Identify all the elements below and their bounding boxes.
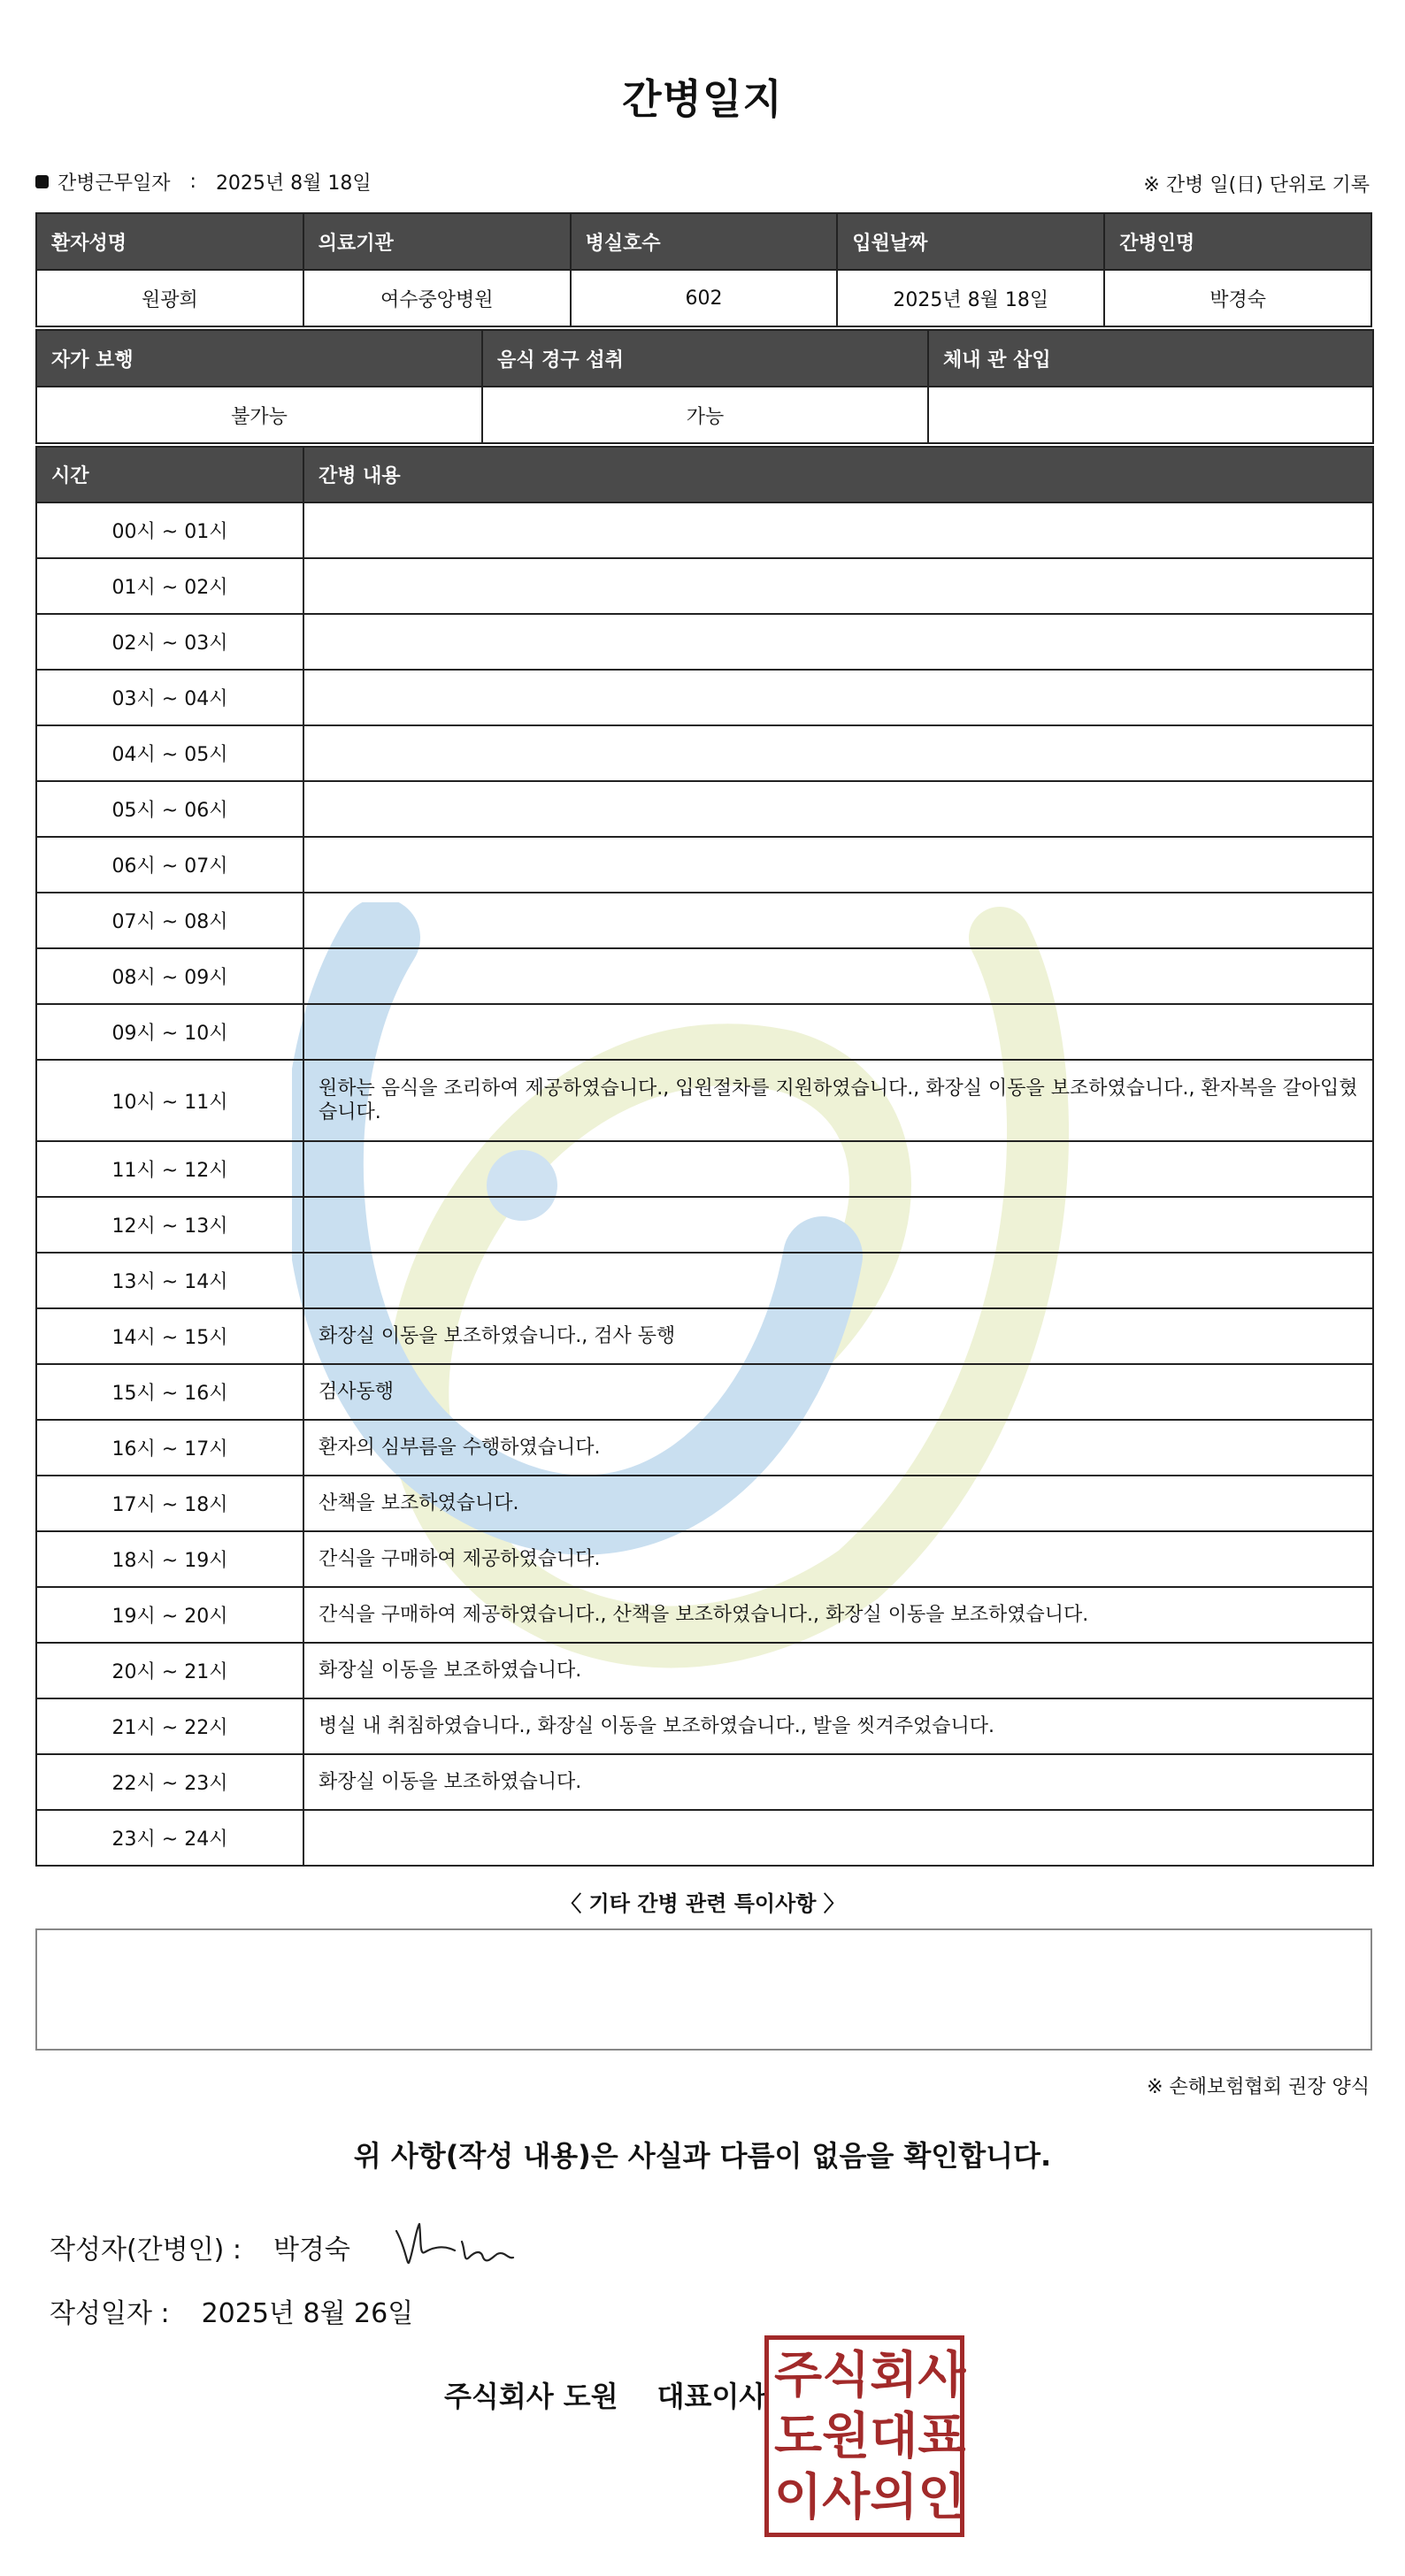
log-row: [36, 893, 1373, 948]
log-time: 02시 ~ 03시: [36, 614, 303, 670]
written-date-label: 작성일자 :: [50, 2298, 170, 2329]
writer-line: [50, 2227, 350, 2266]
log-row: [36, 1698, 1373, 1754]
log-time: 22시 ~ 23시: [36, 1754, 303, 1810]
header-patient-name: 환자성명: [36, 213, 303, 270]
log-time: 13시 ~ 14시: [36, 1253, 303, 1308]
log-note: 화장실 이동을 보조하였습니다.: [303, 1643, 1373, 1698]
log-time: 08시 ~ 09시: [36, 948, 303, 1004]
log-note: 산책을 보조하였습니다.: [303, 1476, 1373, 1531]
log-note: [303, 614, 1373, 670]
seal-characters: [774, 2345, 966, 2527]
log-row: [36, 558, 1373, 614]
header-oral-intake: 음식 경구 섭취: [482, 330, 928, 387]
log-row: [36, 1004, 1373, 1060]
header-care-content: 간병 내용: [303, 447, 1373, 502]
seal-character: 표: [917, 2406, 966, 2465]
patient-status-table: [35, 329, 1374, 444]
work-date-value: 2025년 8월 18일: [215, 172, 372, 195]
log-time: 21시 ~ 22시: [36, 1698, 303, 1754]
log-note: 검사동행: [303, 1364, 1373, 1420]
header-admission-date: 입원날짜: [837, 213, 1104, 270]
log-row: [36, 1364, 1373, 1420]
header-self-walking: 자가 보행: [36, 330, 482, 387]
log-time: 12시 ~ 13시: [36, 1197, 303, 1253]
work-date-colon: :: [189, 171, 196, 193]
writer-name: 박경숙: [273, 2235, 350, 2266]
log-note: 화장실 이동을 보조하였습니다., 검사 동행: [303, 1308, 1373, 1364]
log-note: 간식을 구매하여 제공하였습니다.: [303, 1531, 1373, 1587]
written-date-line: [50, 2291, 413, 2330]
log-time: 03시 ~ 04시: [36, 670, 303, 725]
log-note: [303, 558, 1373, 614]
log-time: 05시 ~ 06시: [36, 781, 303, 837]
log-row: [36, 670, 1373, 725]
seal-character: 식: [822, 2346, 871, 2405]
log-note: 화장실 이동을 보조하였습니다.: [303, 1754, 1373, 1810]
log-row: [36, 948, 1373, 1004]
patient-info-table: [35, 212, 1372, 327]
log-time: 00시 ~ 01시: [36, 502, 303, 558]
work-date-label: 간병근무일자: [58, 172, 171, 195]
writer-label: 작성자(간병인) :: [50, 2235, 242, 2266]
seal-character: 원: [822, 2406, 871, 2465]
log-note: [303, 725, 1373, 781]
log-note: 간식을 구매하여 제공하였습니다., 산책을 보조하였습니다., 화장실 이동을 보조하였습니다.: [303, 1587, 1373, 1643]
log-note: [303, 1197, 1373, 1253]
square-bullet-icon: [35, 175, 49, 188]
admission-date: 2025년 8월 18일: [837, 270, 1104, 326]
log-note: 원하는 음식을 조리하여 제공하였습니다., 입원절차를 지원하였습니다., 화장실 이동을 보조하였습니다., 환자복을 갈아입혔습니다.: [303, 1060, 1373, 1141]
log-time: 06시 ~ 07시: [36, 837, 303, 893]
log-row: [36, 1810, 1373, 1866]
log-row: [36, 1253, 1373, 1308]
log-time: 16시 ~ 17시: [36, 1420, 303, 1476]
seal-character: 인: [917, 2467, 966, 2526]
log-row: [36, 1587, 1373, 1643]
care-log-table: [35, 446, 1374, 1867]
log-note: [303, 837, 1373, 893]
header-time: 시간: [36, 447, 303, 502]
log-row: [36, 837, 1373, 893]
log-note: [303, 948, 1373, 1004]
log-time: 19시 ~ 20시: [36, 1587, 303, 1643]
self-walking-value: 불가능: [36, 387, 482, 443]
header-room: 병실호수: [571, 213, 838, 270]
log-row: [36, 725, 1373, 781]
log-time: 18시 ~ 19시: [36, 1531, 303, 1587]
log-time: 04시 ~ 05시: [36, 725, 303, 781]
header-hospital: 의료기관: [303, 213, 571, 270]
company-seal-stamp: [764, 2335, 964, 2537]
log-note: [303, 1253, 1373, 1308]
patient-name: 원광희: [36, 270, 303, 326]
room-number: 602: [571, 270, 838, 326]
log-row: [36, 502, 1373, 558]
log-time: 01시 ~ 02시: [36, 558, 303, 614]
document-title: 간병일지: [622, 75, 783, 123]
seal-character: 주: [774, 2346, 823, 2405]
seal-character: 대: [870, 2406, 918, 2465]
log-time: 15시 ~ 16시: [36, 1364, 303, 1420]
company-name: 주식회사 도원: [444, 2380, 618, 2413]
seal-character: 회: [870, 2346, 918, 2405]
log-time: 07시 ~ 08시: [36, 893, 303, 948]
seal-character: 이: [774, 2467, 823, 2526]
log-row: [36, 1060, 1373, 1141]
log-row: [36, 1643, 1373, 1698]
care-log-body: [36, 502, 1373, 1866]
log-note: 환자의 심부름을 수행하였습니다.: [303, 1420, 1373, 1476]
log-note: [303, 781, 1373, 837]
log-time: 10시 ~ 11시: [36, 1060, 303, 1141]
seal-character: 도: [774, 2406, 823, 2465]
header-tube-insertion: 체내 관 삽입: [928, 330, 1373, 387]
log-time: 17시 ~ 18시: [36, 1476, 303, 1531]
log-note: [303, 670, 1373, 725]
log-row: [36, 1476, 1373, 1531]
log-note: [303, 1141, 1373, 1197]
written-date-value: 2025년 8월 26일: [201, 2298, 414, 2329]
company-representative: 대표이사: [656, 2380, 767, 2413]
log-time: 14시 ~ 15시: [36, 1308, 303, 1364]
log-time: 23시 ~ 24시: [36, 1810, 303, 1866]
unit-note: ※ 간병 일(日) 단위로 기록: [1143, 174, 1370, 196]
recommend-note: ※ 손해보험협회 권장 양식: [1147, 2076, 1370, 2098]
others-box: [35, 1928, 1372, 2051]
confirm-statement: 위 사항(작성 내용)은 사실과 다름이 없음을 확인합니다.: [353, 2139, 1052, 2173]
oral-intake-value: 가능: [482, 387, 928, 443]
log-note: [303, 1810, 1373, 1866]
others-title: 〈 기타 간병 관련 특이사항 〉: [560, 1891, 845, 1916]
log-row: [36, 1308, 1373, 1364]
log-note: [303, 893, 1373, 948]
log-row: [36, 781, 1373, 837]
log-row: [36, 1197, 1373, 1253]
seal-character: 사: [822, 2467, 871, 2526]
log-row: [36, 1141, 1373, 1197]
company-line: [444, 2374, 766, 2415]
log-row: [36, 614, 1373, 670]
seal-character: 의: [870, 2467, 918, 2526]
log-note: [303, 1004, 1373, 1060]
tube-insertion-value: [928, 387, 1373, 443]
handwritten-signature: [389, 2212, 531, 2273]
log-time: 09시 ~ 10시: [36, 1004, 303, 1060]
log-row: [36, 1420, 1373, 1476]
log-row: [36, 1754, 1373, 1810]
log-note: [303, 502, 1373, 558]
log-time: 11시 ~ 12시: [36, 1141, 303, 1197]
log-note: 병실 내 취침하였습니다., 화장실 이동을 보조하였습니다., 발을 씻겨주었습니다.: [303, 1698, 1373, 1754]
log-time: 20시 ~ 21시: [36, 1643, 303, 1698]
header-caregiver: 간병인명: [1104, 213, 1371, 270]
seal-character: 사: [917, 2346, 966, 2405]
hospital-name: 여수중앙병원: [303, 270, 571, 326]
log-row: [36, 1531, 1373, 1587]
caregiver-name: 박경숙: [1104, 270, 1371, 326]
work-date-line: [35, 168, 372, 196]
